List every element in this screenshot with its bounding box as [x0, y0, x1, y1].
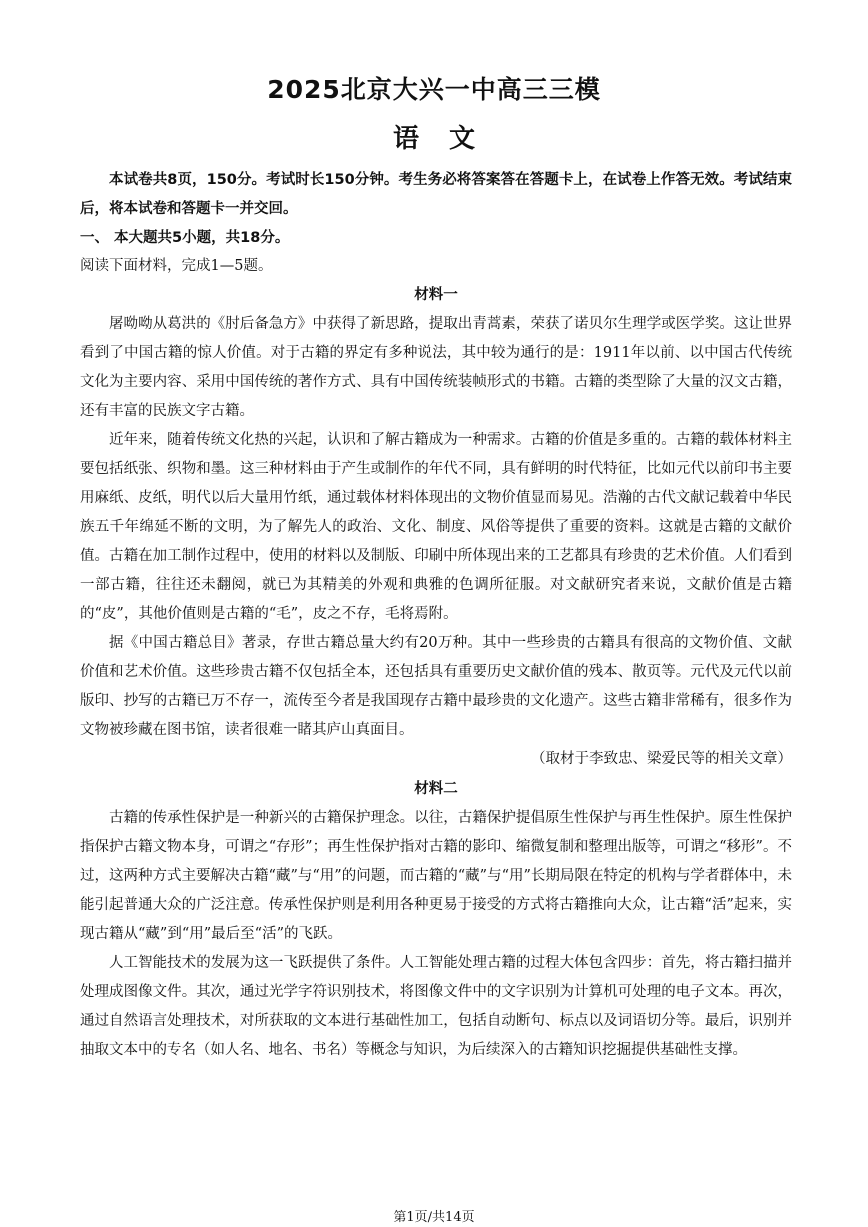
section-heading: 一、 本大题共5小题，共18分。	[80, 230, 290, 246]
material-1-heading: 材料一	[414, 287, 458, 303]
content-area	[80, 166, 792, 1065]
material-1-paragraph: 据《中国古籍总目》著录，存世古籍总量大约有20万种。其中一些珍贵的古籍具有很高的文物价值、文献价值和艺术价值。这些珍贵古籍不仅包括全本，还包括具有重要历史文献价值的残本、散页等。元代及元代以前版印、抄写的古籍已万不存一，流传至今者是我国现存古籍中最珍贵的文化遗产。这些古籍非常稀有，很多作为文物被珍藏在图书馆，读者很难一睹其庐山真面目。	[80, 635, 792, 738]
material-1-paragraph: 近年来，随着传统文化热的兴起，认识和了解古籍成为一种需求。古籍的价值是多重的。古籍的载体材料主要包括纸张、织物和墨。这三种材料由于产生或制作的年代不同，具有鲜明的时代特征，比如元代以前印书主要用麻纸、皮纸，明代以后大量用竹纸，通过载体材料体现出的文物价值显而易见。浩瀚的古代文献记载着中华民族五千年绵延不断的文明，为了解先人的政治、文化、制度、风俗等提供了重要的资料。这就是古籍的文献价值。古籍在加工制作过程中，使用的材料以及制版、印刷中所体现出来的工艺都具有珍贵的艺术价值。人们看到一部古籍，往往还未翻阅，就已为其精美的外观和典雅的色调所征服。对文献研究者来说，文献价值是古籍的“皮”，其他价值则是古籍的“毛”，皮之不存，毛将焉附。	[80, 432, 792, 622]
reading-instruction: 阅读下面材料，完成1—5题。	[80, 258, 273, 274]
exam-instructions: 本试卷共8页，150分。考试时长150分钟。考生务必将答案答在答题卡上，在试卷上作答无效。考试结束后，将本试卷和答题卡一并交回。	[80, 172, 792, 217]
exam-title: 2025北京大兴一中高三三模	[267, 75, 601, 104]
subject-title: 语文	[392, 124, 505, 154]
material-1-paragraph: 屠呦呦从葛洪的《肘后备急方》中获得了新思路，提取出青蒿素，荣获了诺贝尔生理学或医学奖。这让世界看到了中国古籍的惊人价值。对于古籍的界定有多种说法，其中较为通行的是：1911年以前、以中国古代传统文化为主要内容、采用中国传统的著作方式、具有中国传统装帧形式的书籍。古籍的类型除了大量的汉文古籍，还有丰富的民族文字古籍。	[80, 316, 792, 419]
material-2-paragraph: 人工智能技术的发展为这一飞跃提供了条件。人工智能处理古籍的过程大体包含四步：首先，将古籍扫描并处理成图像文件。其次，通过光学字符识别技术，将图像文件中的文字识别为计算机可处理的电子文本。再次，通过自然语言处理技术，对所获取的文本进行基础性加工，包括自动断句、标点以及词语切分等。最后，识别并抽取文本中的专名（如人名、地名、书名）等概念与知识，为后续深入的古籍知识挖掘提供基础性支撑。	[80, 955, 792, 1058]
material-2-heading: 材料二	[414, 781, 458, 797]
material-1-source: （取材于李致忠、梁爱民等的相关文章）	[531, 751, 792, 767]
page-number: 第1页/共14页	[393, 1210, 475, 1225]
material-2-paragraph: 古籍的传承性保护是一种新兴的古籍保护理念。以往，古籍保护提倡原生性保护与再生性保护。原生性保护指保护古籍文物本身，可谓之“存形”；再生性保护指对古籍的影印、缩微复制和整理出版等，可谓之“移形”。不过，这两种方式主要解决古籍“藏”与“用”的问题，而古籍的“藏”与“用”长期局限在特定的机构与学者群体中，未能引起普通大众的广泛注意。传承性保护则是利用各种更易于接受的方式将古籍推向大众，让古籍“活”起来，实现古籍从“藏”到“用”最后至“活”的飞跃。	[80, 810, 792, 942]
